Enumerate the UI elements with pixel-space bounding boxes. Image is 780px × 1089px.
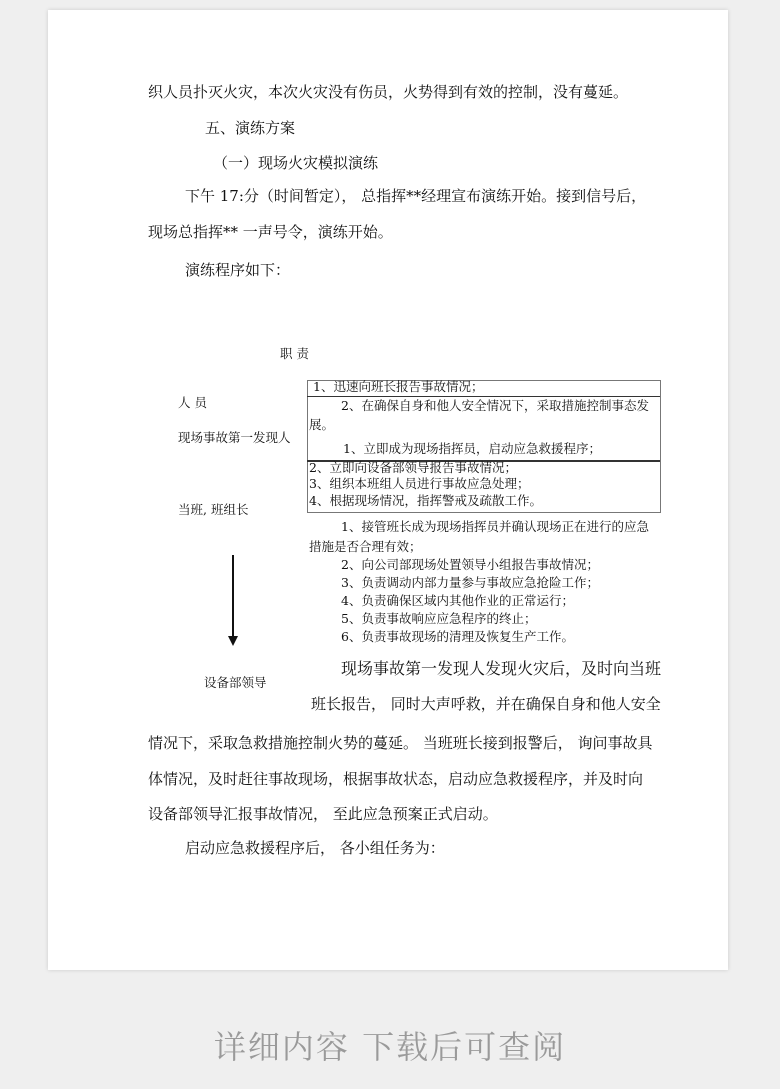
duty-item: 措施是否合理有效； — [309, 539, 422, 554]
diagram-header: 职 责 — [280, 346, 309, 361]
arrow-down-icon — [228, 636, 238, 646]
download-hint: 详细内容 下载后可查阅 — [213, 1028, 567, 1066]
role-label: 当班, 班组长 — [178, 502, 249, 517]
role-label: 现场事故第一发现人 — [178, 430, 291, 445]
duty-item: 展。 — [309, 417, 335, 432]
paragraph: 现场总指挥** 一声号令，演练开始。 — [148, 223, 393, 241]
subsection-heading: （一）现场火灾模拟演练 — [213, 154, 379, 172]
paragraph: 情况下，采取急救措施控制火势的蔓延。 当班班长接到报警后， 询问事故具 — [148, 734, 653, 752]
paragraph: 班长报告， 同时大声呼救，并在确保自身和他人安全 — [311, 695, 661, 713]
paragraph: 现场事故第一发现人发现火灾后，及时向当班 — [341, 659, 662, 678]
duty-item: 3、组织本班组人员进行事故应急处理； — [309, 476, 530, 491]
flow-arrow — [232, 555, 234, 637]
divider — [307, 396, 660, 397]
role-label: 设备部领导 — [204, 675, 267, 690]
paragraph: 体情况，及时赶往事故现场，根据事故状态，启动应急救援程序，并及时向 — [148, 770, 644, 788]
duty-item: 5、负责事故响应应急程序的终止； — [341, 611, 537, 626]
paragraph: 织人员扑灭火灾，本次火灾没有伤员，火势得到有效的控制，没有蔓延。 — [148, 83, 629, 101]
duty-item: 4、负责确保区域内其他作业的正常运行； — [341, 593, 574, 608]
paragraph: 设备部领导汇报事故情况， 至此应急预案正式启动。 — [148, 805, 498, 823]
duty-item: 2、向公司部现场处置领导小组报告事故情况； — [341, 557, 599, 572]
duty-item: 3、负责调动内部力量参与事故应急抢险工作； — [341, 575, 599, 590]
duty-item: 2、立即向设备部领导报告事故情况； — [309, 460, 517, 475]
paragraph: 演练程序如下： — [185, 261, 291, 279]
paragraph: 下午 17:分（时间暂定）， 总指挥**经理宣布演练开始。接到信号后， — [185, 187, 647, 205]
duty-item: 1、立即成为现场指挥员，启动应急救援程序； — [343, 441, 601, 456]
duty-item: 1、迅速向班长报告事故情况； — [313, 379, 484, 394]
section-heading: 五、演练方案 — [205, 119, 296, 137]
paragraph: 启动应急救援程序后， 各小组任务为： — [185, 839, 445, 857]
duty-item: 4、根据现场情况，指挥警戒及疏散工作。 — [309, 493, 542, 508]
duty-item: 1、接管班长成为现场指挥员并确认现场正在进行的应急 — [341, 519, 649, 534]
duty-item: 6、负责事故现场的清理及恢复生产工作。 — [341, 629, 574, 644]
duty-item: 2、在确保自身和他人安全情况下，采取措施控制事态发 — [341, 398, 649, 413]
role-label: 人 员 — [178, 395, 207, 410]
